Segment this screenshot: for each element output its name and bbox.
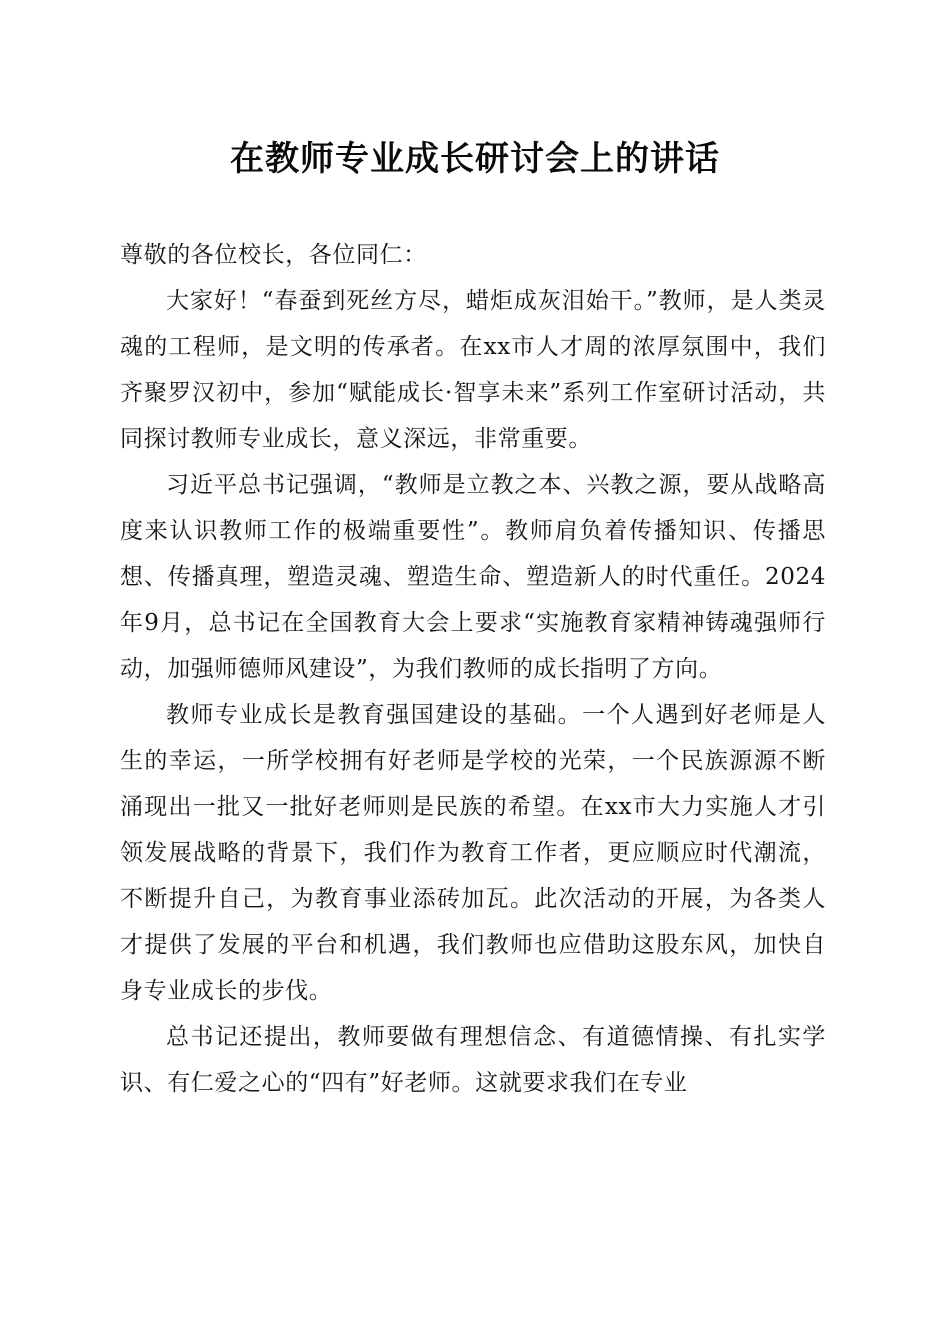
document-title: 在教师专业成长研讨会上的讲话 <box>230 139 720 179</box>
paragraph: 大家好！“春蚕到死丝方尽，蜡炬成灰泪始干。”教师，是人类灵魂的工程师，是文明的传承者。在xx市人才周的浓厚氛围中，我们齐聚罗汉初中，参加“赋能成长·智享未来”系列工作室研讨活动，共同探讨教师专业成长，意义深远，非常重要。 <box>120 288 826 452</box>
document-body <box>120 232 826 1106</box>
paragraph: 习近平总书记强调，“教师是立教之本、兴教之源，要从战略高度来认识教师工作的极端重要性”。教师肩负着传播知识、传播思想、传播真理，塑造灵魂、塑造生命、塑造新人的时代重任。2024年9月，总书记在全国教育大会上要求“实施教育家精神铸魂强师行动，加强师德师风建设”，为我们教师的成长指明了方向。 <box>120 472 826 682</box>
paragraph: 教师专业成长是教育强国建设的基础。一个人遇到好老师是人生的幸运，一所学校拥有好老师是学校的光荣，一个民族源源不断涌现出一批又一批好老师则是民族的希望。在xx市大力实施人才引领发展战略的背景下，我们作为教育工作者，更应顺应时代潮流，不断提升自己，为教育事业添砖加瓦。此次活动的开展，为各类人才提供了发展的平台和机遇，我们教师也应借助这股东风，加快自身专业成长的步伐。 <box>120 702 826 1004</box>
paragraph: 总书记还提出，教师要做有理想信念、有道德情操、有扎实学识、有仁爱之心的“四有”好老师。这就要求我们在专业 <box>120 1024 826 1096</box>
salutation: 尊敬的各位校长，各位同仁： <box>120 242 427 268</box>
